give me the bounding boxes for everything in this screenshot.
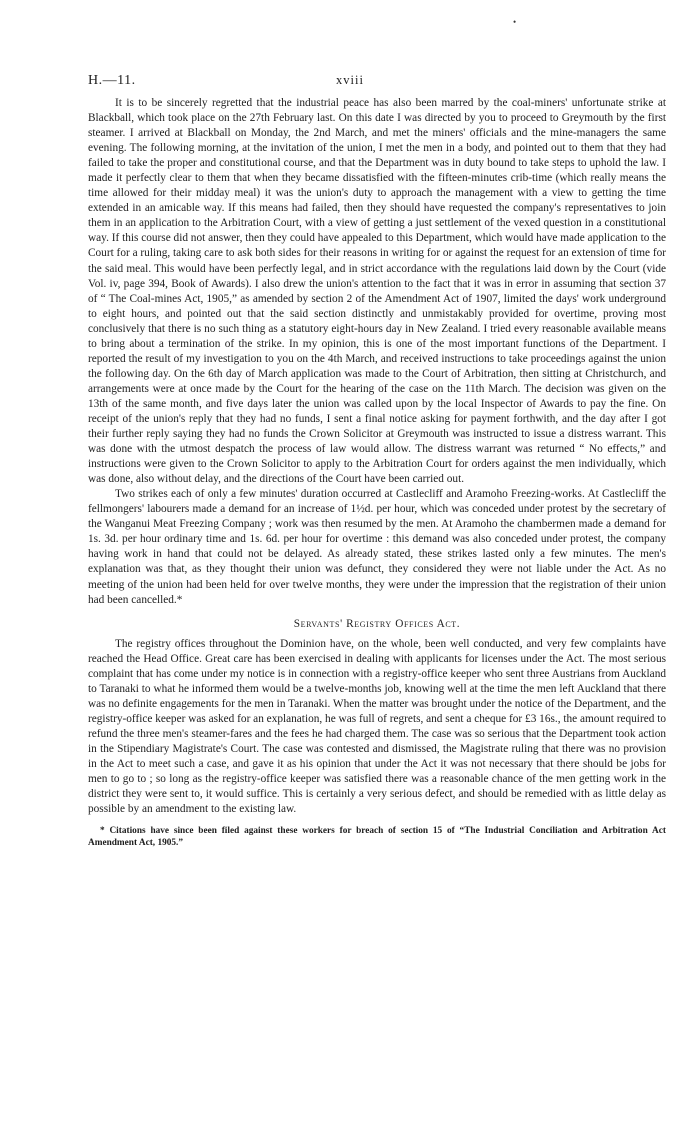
paragraph-blackball-strike: It is to be sincerely regretted that the industrial peace has also been marred by the coal-miners' unfortunate strike at Blackball, which took place on the 27th February last. On this date I was directed by you to proceed to Greymouth by the first steamer. I arrived at Blackball on Monday, the 2nd March, and met the miners' officials and the mine-managers the same evening. The following morning, at the invitation of the union, I met the men in a body, and pointed out to them that they had failed to take the proper and constitutional course, and that the Department was in duty bound to take steps to uphold the law. I made it perfectly clear to them that when they became dissatisfied with the fifteen-minutes crib-time (which really means the time allowed for their midday meal) it was the union's duty to approach the management with a view to getting the time extended in an amicable way. If this means had failed, then they should have requested the company's representatives to join them in an application to the Arbitration Court, with a view of getting a just settlement of the vexed question in a constitutional way. If this course did not answer, then they could have appealed to this Department, which would have made application to the Court for a ruling, taking care to ask both sides for their reasons in writing for or against the request for an extension of time for the said meal. This would have been perfectly legal, and in strict accordance with the regulations laid down by the Court (vide Vol. iv, page 394, Book of Awards). I also drew the union's attention to the fact that it was in error in assuming that section 37 of “ The Coal-mines Act, 1905,” as amended by section 2 of the Amendment Act of 1907, limited the days' work underground to eight hours, and pointed out that the said section distinctly and unmistakably provided for overtime, proving most conclusively that there is no such thing as a statutory eight-hours day in New Zealand. I tried every reasonable available means to bring about a termination of the strike. In my opinion, this is one of the most important functions of the Department. I reported the result of my investigation to you on the 4th March, and received instructions to take proceedings against the union the following day. On the 6th day of March application was made to the Court of Arbitration, then sitting at Christchurch, and arrangements were at once made by the Court for the hearing of the case on the 11th March. The decision was given on the 13th of the same month, and five days later the union was called upon by the local Inspector of Awards to pay the fine. On receipt of the union's reply that they had no funds, I sent a final notice asking for payment forthwith, and the day after I got their further reply saying they had no funds the Crown Solicitor at Greymouth was instructed to issue a distress warrant. This was done with the utmost despatch the process of law would allow. The distress warrant was returned “ No effects,” and instructions were given to the Crown Solicitor to apply to the Arbitration Court for orders against the men individually, which was done, also without delay, and the directions of the Court have been carried out.: [88, 97, 666, 486]
footnote: * Citations have since been filed against these workers for breach of section 15 of “The Industrial Conciliation and Arbitration Act Amendment Act, 1905.”: [88, 826, 666, 849]
paragraph-registry-offices: The registry offices throughout the Dominion have, on the whole, been well conducted, and very few complaints have reached the Head Office. Great care has been exercised in dealing with applicants for licenses under the Act. The most serious complaint that has come under my notice is in connection with a registry-office keeper who sent three Austrians from Auckland to Taranaki to what he informed them would be a twelve-months job, knowing well at the time the men left Auckland that there was no definite engagements for the men in Taranaki. When the matter was brought under the notice of the Department, and the registry-office keeper was asked for an explanation, he was full of regrets, and sent a cheque for £3 16s., the amount required to refund the three men's steamer-fares and the fees he had charged them. The case was so serious that the Department took action in the Stipendiary Magistrate's Court. The case was contested and dismissed, the Magistrate ruling that there was no provision in the Act to meet such a case, and gave it as his opinion that under the Act it was not necessary that there should be jobs for men to go to ; so long as the registry-office keeper was satisfied there was a reasonable chance of the men getting work in the district they were sent to, it would suffice. This is certainly a very serious defect, and should be remedied with as little delay as possible by an amendment to the existing law.: [88, 637, 666, 816]
document-body: [88, 96, 666, 850]
page-number: xviii: [336, 73, 364, 87]
paragraph-freezing-works-strikes: Two strikes each of only a few minutes' duration occurred at Castlecliff and Aramoho Freezing-works. At Castlecliff the fellmongers' labourers made a demand for an increase of 1½d. per hour, which was conceded under protest by the secretary of the Wanganui Meat Freezing Company ; work was then resumed by the men. At Aramoho the chambermen made a demand for 1s. 3d. per hour ordinary time and 1s. 6d. per hour for overtime : this demand was also conceded under protest, the company having work in hand that could not be delayed. As already stated, these strikes lasted only a few minutes. The men's explanation was that, as they thought their union was defunct, they considered they were not liable under the Act. As no meeting of the union had been held for over twelve months, they were under the impression that the registration of their union had been cancelled.*: [88, 488, 666, 606]
page-mark: •: [513, 17, 517, 27]
section-heading: Servants' Registry Offices Act.: [293, 617, 461, 630]
document-reference: H.—11.: [88, 73, 136, 88]
